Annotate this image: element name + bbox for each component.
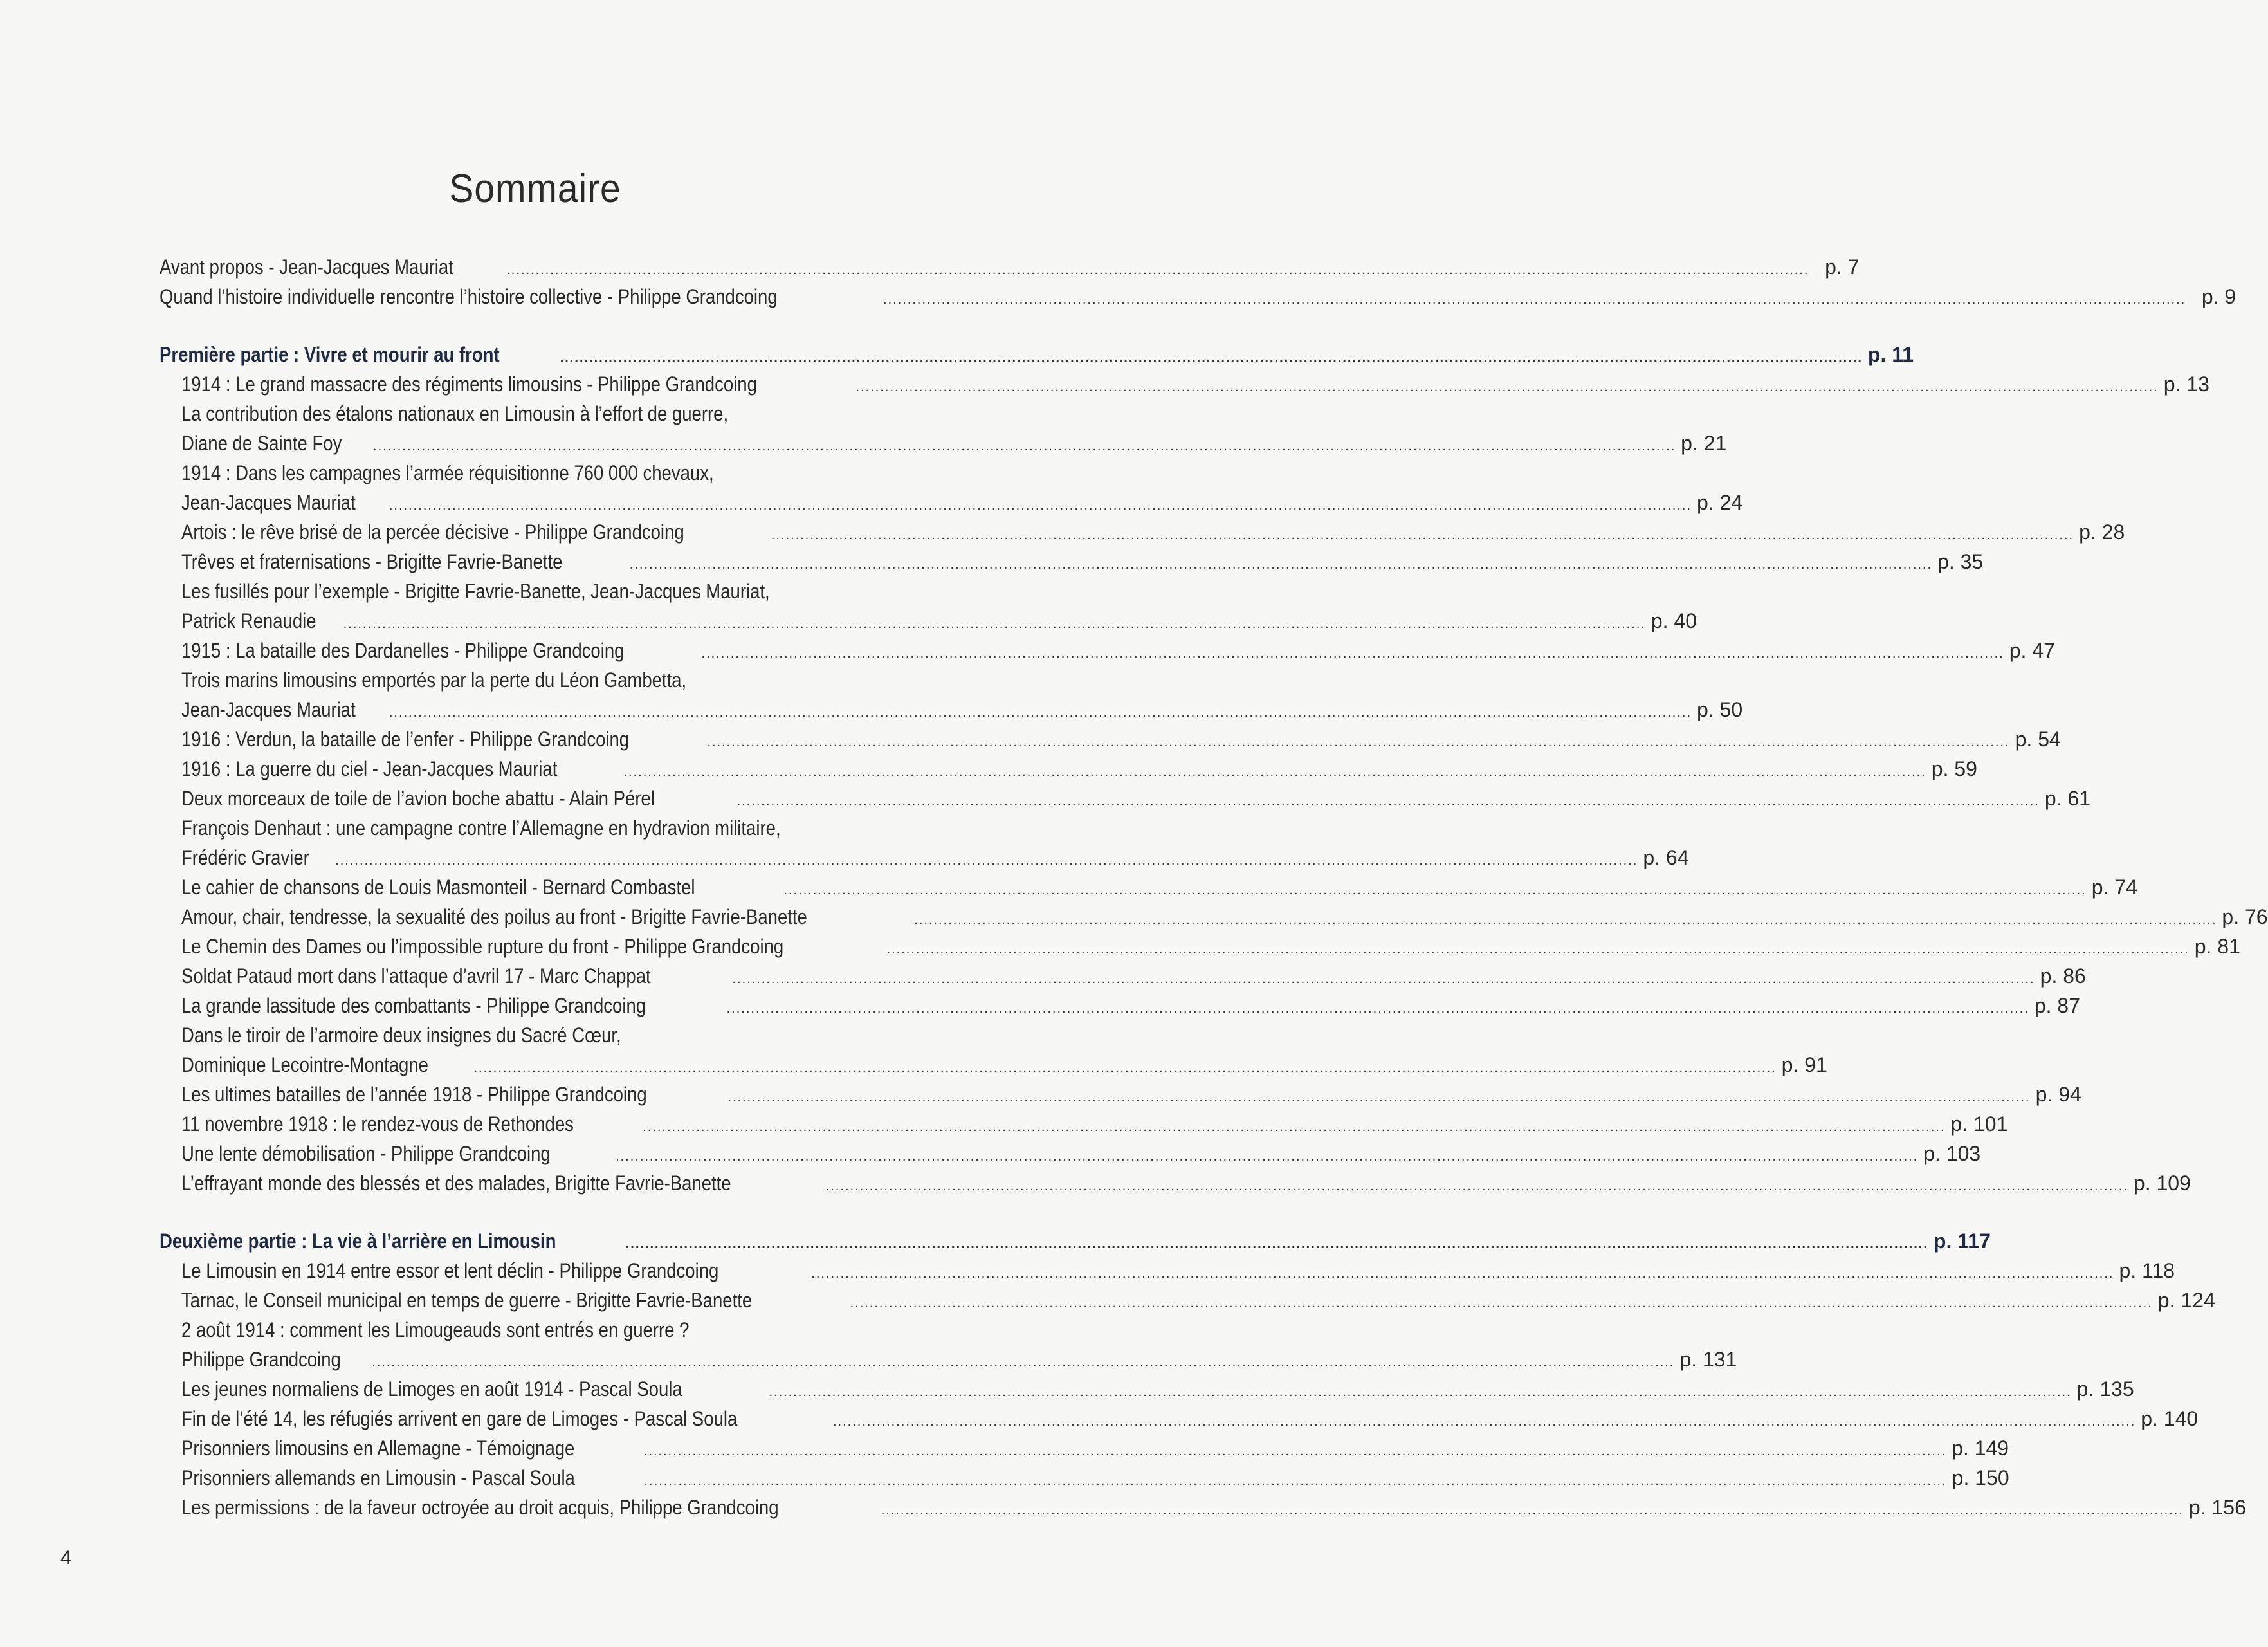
page-ref: p. 21 [1681,432,1727,455]
dot-leader [389,698,1692,728]
page-ref: p. 7 [1825,255,1860,279]
entry-title: Les ultimes batailles de l’année 1918 [181,1083,472,1106]
toc-line-text [181,902,909,932]
dot-leader [881,1496,2184,1525]
entry-title: 1916 : La guerre du ciel [181,757,368,780]
toc-line [160,665,962,695]
toc-line-text [181,1433,639,1463]
toc-line [160,547,1984,576]
page-ref: p. 150 [1952,1466,2009,1489]
toc-line [160,1374,2134,1404]
page-ref: p. 81 [2194,935,2240,958]
entry-author: Frédéric Gravier [181,846,309,869]
page-ref: p. 101 [1950,1112,2008,1136]
dot-leader [630,550,1932,580]
entry-author: Patrick Renaudie [181,609,316,632]
toc-line [160,991,2080,1020]
page-ref: p. 94 [2035,1083,2081,1106]
page-ref: p. 131 [1679,1348,1737,1371]
toc-line-text [160,252,501,282]
entry-author: - Témoignage [461,1437,575,1460]
entry-title: L’effrayant monde des blessés et des malades, [181,1172,551,1195]
dot-leader [784,876,2087,905]
page-ref: p. 118 [2119,1259,2175,1282]
page-ref: p. 124 [2157,1289,2215,1312]
dot-leader [702,639,2004,668]
entry-author: - Philippe Grandcoing [509,520,684,544]
dot-leader [826,1172,2128,1201]
entry-title: Artois : le rêve brisé de la percée décisive [181,520,509,544]
dot-leader [771,520,2074,550]
entry-title: Soldat Pataud mort dans l’attaque d’avril 17 [181,964,524,988]
page-ref: p. 76 [2222,905,2268,928]
toc-line [160,1139,1981,1168]
page-ref: p. 156 [2188,1496,2246,1519]
toc-line-text [181,428,368,458]
dot-leader [883,285,2186,315]
toc-line [160,1433,2009,1463]
toc-line-text [181,932,882,961]
toc-line [160,932,2240,961]
toc-line-text [160,1226,621,1256]
entry-author: - Marc Chappat [524,964,651,988]
dot-leader [335,846,1638,876]
toc-line-text [181,488,384,517]
toc-line [160,1345,1737,1374]
toc-line [160,399,962,428]
toc-line [160,1050,1827,1080]
page-ref: p. 24 [1697,491,1743,514]
toc-line [160,252,1860,282]
toc-line [160,428,1727,458]
toc-line [160,282,2236,311]
page-ref: p. 87 [2034,994,2080,1017]
entry-title: Fin de l’été 14, les réfugiés arrivent en gare de Limoges [181,1407,619,1430]
toc-line-text [181,1109,637,1139]
toc-line-text [181,991,722,1020]
toc-line [160,1109,2008,1139]
page-ref: p. 54 [2015,728,2061,751]
entry-title: Prisonniers allemands en Limousin [181,1466,456,1489]
entry-author: - Brigitte Favrie-Banette [615,905,807,928]
entry-author: - Brigitte Favrie-Banette, Jean-Jacques Mauriat, [389,580,770,603]
toc-line [160,369,2209,399]
toc-line [160,636,2055,665]
toc-line [160,1404,2199,1433]
toc-line-text [181,636,697,665]
dot-leader [626,1229,1928,1259]
toc-line [160,606,1697,636]
page-ref: p. 35 [1937,550,1984,573]
toc-line [160,872,2137,902]
toc-line-text [181,1404,828,1433]
entry-title: 1914 : Dans les campagnes l’armée réquisitionne 760 000 chevaux, [181,461,714,484]
toc-line [160,695,1743,724]
dot-leader [616,1142,1918,1172]
toc-line [160,843,1689,872]
entry-title: 1915 : La bataille des Dardanelles [181,639,450,662]
entry-author: - Pascal Soula [563,1377,682,1401]
toc-line-text [181,517,766,547]
toc-line [160,813,962,843]
page-ref: p. 59 [1931,757,1977,780]
toc-line [160,1256,2175,1285]
entry-author: - Bernard Combastel [526,876,695,899]
dot-leader [727,1083,2030,1112]
entry-title: Amour, chair, tendresse, la sexualité des poilus au front [181,905,616,928]
dot-leader [856,373,2159,402]
entry-title: Le cahier de chansons de Louis Masmonteil [181,876,527,899]
entry-title: Les permissions : de la faveur octroyée au droit acquis, [181,1496,615,1519]
toc-line [160,1080,2081,1109]
entry-title: Tarnac, le Conseil municipal en temps de guerre [181,1289,560,1312]
entry-author: Jean-Jacques Mauriat [181,698,356,721]
toc-line-text [181,961,727,991]
toc-line [160,340,1914,369]
toc-line-text [181,1374,764,1404]
entry-title: Deux morceaux de toile de l’avion boche abattu [181,787,554,810]
dot-leader [811,1259,2114,1289]
dot-leader [506,255,1809,285]
page-ref: p. 117 [1933,1229,1991,1253]
entry-title: François Denhaut : une campagne contre l’Allemagne en hydravion militaire, [181,816,781,840]
entry-title: Une lente démobilisation [181,1142,376,1165]
entry-author: - Pascal Soula [618,1407,738,1430]
toc-line-text [181,1345,367,1374]
page-ref: p. 9 [2201,285,2236,308]
entry-title: Trêves et fraternisations [181,550,371,573]
entry-author: Diane de Sainte Foy [181,432,342,455]
toc-line-text [181,1493,876,1522]
toc-line-text [181,1080,722,1109]
toc-line-text [181,754,619,784]
entry-title: Prisonniers limousins en Allemagne [181,1437,461,1460]
entry-author: - Jean-Jacques Mauriat [367,757,558,780]
page-ref: p. 13 [2163,373,2209,396]
toc-line-text [181,872,779,902]
dot-leader [732,964,2035,994]
toc-line-text [181,547,625,576]
entry-title: Les jeunes normaliens de Limoges en août 1914 [181,1377,563,1401]
entry-author: - Pascal Soula [455,1466,575,1489]
dot-leader [373,432,1676,461]
toc-line [160,488,1743,517]
entry-author: Philippe Grandcoing [181,1348,341,1371]
entry-title: 1916 : Verdun, la bataille de l’enfer [181,728,454,751]
part-heading: Deuxième partie : La vie à l’arrière en Limousin [160,1229,556,1253]
entry-title: Quand l’histoire individuelle rencontre l’histoire collective - Philippe Grandcoing [160,285,778,308]
toc-line [160,784,2090,813]
page-ref: p. 91 [1781,1053,1827,1076]
section-gap [160,1198,962,1226]
page-ref: p. 64 [1643,846,1689,869]
page-ref: p. 28 [2079,520,2125,544]
dot-leader [372,1348,1674,1377]
page-ref: p. 61 [2044,787,2090,810]
toc-line [160,1463,2009,1493]
entry-title: Dans le tiroir de l’armoire deux insignes du Sacré Cœur, [181,1024,621,1047]
toc-line [160,1168,2191,1198]
entry-author: Dominique Lecointre-Montagne [181,1053,428,1076]
page-ref: p. 149 [1952,1437,2009,1460]
dot-leader [389,491,1692,520]
entry-title: Les fusillés pour l’exemple [181,580,389,603]
entry-author: Philippe Grandcoing [614,1496,779,1519]
dot-leader [644,1466,1946,1496]
toc-line-text [181,695,384,724]
toc-line [160,517,2125,547]
entry-title: Le Limousin en 1914 entre essor et lent déclin [181,1259,544,1282]
entry-author: - Philippe Grandcoing [453,728,630,751]
entry-title: La grande lassitude des combattants [181,994,471,1017]
entry-title: Trois marins limousins emportés par la perte du Léon Gambetta, [181,668,687,692]
entry-title: La contribution des étalons nationaux en Limousin à l’effort de guerre, [181,402,729,425]
page-ref: p. 74 [2091,876,2137,899]
toc-line-text [181,1256,806,1285]
page-ref: p. 103 [1923,1142,1981,1165]
dot-leader [643,1112,1945,1142]
toc-line-text [181,784,732,813]
dot-leader [343,609,1646,639]
page-number: 4 [60,1547,71,1569]
toc-line-text [160,282,878,311]
toc-line [160,1493,2246,1522]
page-title: Sommaire [449,167,621,211]
toc-line [160,1285,2215,1315]
toc-line-text [181,1050,468,1080]
toc-line-text [181,606,338,636]
toc-line-text [181,1285,845,1315]
toc-line-text [181,1463,639,1493]
entry-author: - Brigitte Favrie-Banette [370,550,563,573]
entry-author: - Philippe Grandcoing [470,994,646,1017]
entry-author: - Philippe Grandcoing [449,639,625,662]
dot-leader [644,1437,1946,1466]
dot-leader [473,1053,1776,1083]
entry-author: - Philippe Grandcoing [543,1259,719,1282]
page-ref: p. 135 [2076,1377,2134,1401]
entry-title: 2 août 1914 : comment les Limougeauds sont entrés en guerre ? [181,1318,690,1341]
toc-line [160,1020,962,1050]
page-ref: p. 86 [2040,964,2086,988]
entry-author: Jean-Jacques Mauriat [181,491,356,514]
entry-author: - Philippe Grandcoing [375,1142,551,1165]
toc-line [160,1226,1991,1256]
page-ref: p. 11 [1867,343,1914,366]
part-heading: Première partie : Vivre et mourir au front [160,343,500,366]
toc-line [160,754,1977,784]
dot-leader [624,757,1926,787]
entry-author: Brigitte Favrie-Banette [550,1172,731,1195]
entry-title: Le Chemin des Dames ou l’impossible rupture du front [181,935,608,958]
page-ref: p. 140 [2141,1407,2199,1430]
dot-leader [914,905,2217,935]
dot-leader [887,935,2190,964]
page-ref: p. 40 [1651,609,1697,632]
toc-line [160,961,2086,991]
page-ref: p. 47 [2009,639,2055,662]
dot-leader [737,787,2040,816]
toc-line [160,902,2268,932]
toc-line-text [181,724,702,754]
toc-line [160,724,2061,754]
entry-title: Avant propos - Jean-Jacques Mauriat [160,255,453,279]
toc-line-text [181,1168,821,1198]
dot-leader [833,1407,2135,1437]
table-of-contents [160,252,2268,1522]
entry-title: 11 novembre 1918 : le rendez-vous de Rethondes [181,1112,574,1136]
dot-leader [727,994,2029,1024]
dot-leader [769,1377,2071,1407]
entry-author: - Alain Pérel [554,787,655,810]
toc-line [160,576,962,606]
entry-author: - Philippe Grandcoing [581,373,757,396]
dot-leader [850,1289,2153,1318]
entry-title: 1914 : Le grand massacre des régiments limousins [181,373,582,396]
toc-line-text [181,843,330,872]
entry-author: - Philippe Grandcoing [471,1083,647,1106]
page-ref: p. 50 [1697,698,1743,721]
dot-leader [707,728,2009,757]
section-gap [160,311,962,340]
entry-author: - Philippe Grandcoing [608,935,784,958]
entry-author: - Brigitte Favrie-Banette [560,1289,753,1312]
toc-line-text [160,340,555,369]
dot-leader [560,343,1863,373]
toc-line [160,1315,962,1345]
toc-line-text [181,1139,610,1168]
toc-line-text [181,369,851,399]
page-ref: p. 109 [2133,1172,2191,1195]
toc-line [160,458,962,488]
